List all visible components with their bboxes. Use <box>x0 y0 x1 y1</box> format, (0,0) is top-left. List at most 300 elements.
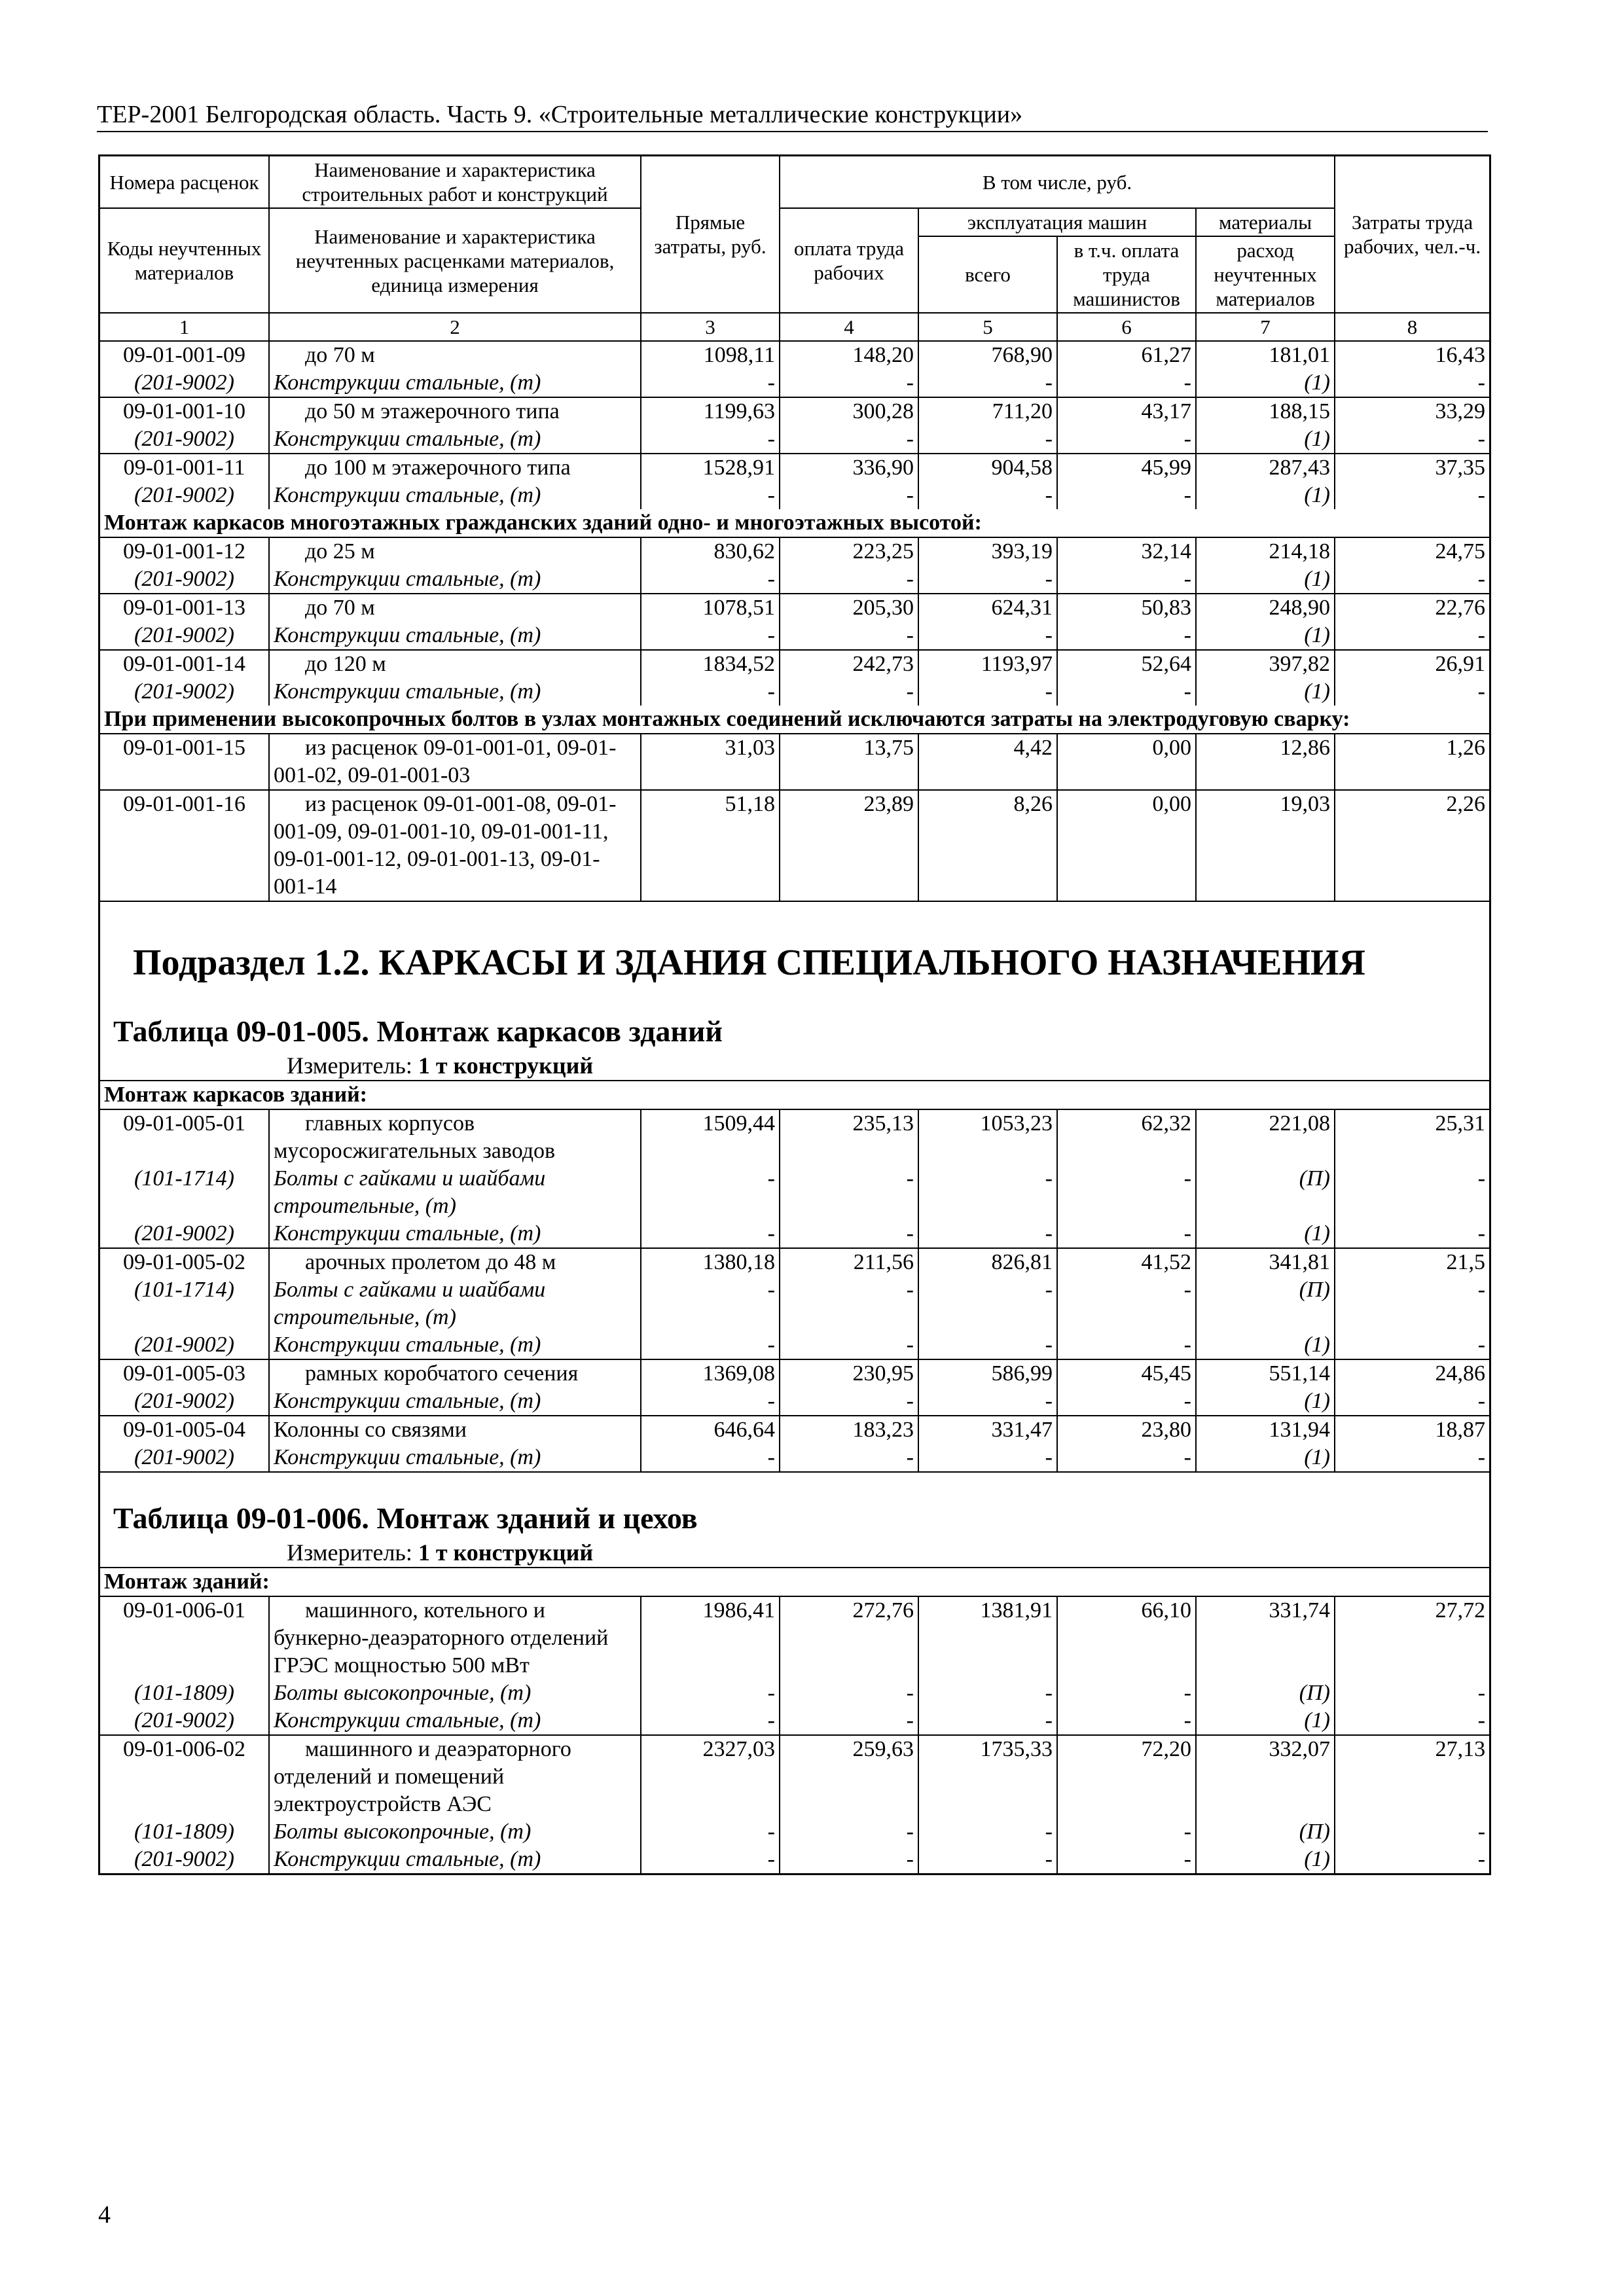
material-name: Конструкции стальные, (т) <box>269 678 641 706</box>
direct-costs: - <box>641 369 780 397</box>
direct-costs: 1078,51 <box>641 594 780 622</box>
work-name: до 50 м этажерочного типа <box>269 397 641 425</box>
rate-code: 09-01-001-14 <box>100 650 269 678</box>
material-name: Конструкции стальные, (т) <box>269 1331 641 1359</box>
machines-total: 711,20 <box>918 397 1057 425</box>
worker-pay: 23,89 <box>780 790 918 901</box>
material-row <box>100 622 1489 650</box>
table-005-measure <box>100 1051 1489 1080</box>
material-code: (101-1714) <box>134 1278 234 1302</box>
worker-pay: 183,23 <box>780 1416 918 1444</box>
direct-costs: - <box>641 1388 780 1416</box>
header-machines-total: всего <box>918 236 1057 313</box>
machines-total: - <box>918 1707 1057 1735</box>
direct-costs: - <box>641 565 780 594</box>
machinist-pay: 0,00 <box>1057 734 1196 790</box>
labor-hours: - <box>1335 1444 1489 1471</box>
header-num-7: 7 <box>1196 313 1335 341</box>
labor-hours: 25,31 <box>1335 1109 1489 1165</box>
materials-cost: (П) <box>1196 1679 1335 1707</box>
worker-pay: - <box>780 1707 918 1735</box>
machinist-pay: 61,27 <box>1057 342 1196 369</box>
material-row <box>100 1165 1489 1220</box>
direct-costs: 1528,91 <box>641 454 780 482</box>
machines-total: - <box>918 425 1057 454</box>
section-row <box>100 1081 1489 1109</box>
materials-cost: 214,18 <box>1196 537 1335 565</box>
machines-total: - <box>918 1444 1057 1471</box>
worker-pay: - <box>780 1220 918 1248</box>
machinist-pay: - <box>1057 1388 1196 1416</box>
header-num-6: 6 <box>1057 313 1196 341</box>
worker-pay: - <box>780 369 918 397</box>
direct-costs: - <box>641 1818 780 1846</box>
material-row <box>100 1388 1489 1416</box>
table-row <box>100 1109 1489 1165</box>
table-body-001 <box>100 342 1489 901</box>
materials-cost: 188,15 <box>1196 397 1335 425</box>
labor-hours: - <box>1335 1846 1489 1873</box>
work-name: до 100 м этажерочного типа <box>269 454 641 482</box>
worker-pay: - <box>780 1388 918 1416</box>
materials-cost: 181,01 <box>1196 342 1335 369</box>
materials-cost: (1) <box>1196 425 1335 454</box>
worker-pay: - <box>780 1165 918 1220</box>
labor-hours: 16,43 <box>1335 342 1489 369</box>
material-row <box>100 1679 1489 1707</box>
direct-costs: - <box>641 1444 780 1471</box>
header-machines: эксплуатация машин <box>918 208 1196 236</box>
machinist-pay: - <box>1057 1846 1196 1873</box>
materials-cost: (1) <box>1196 369 1335 397</box>
rate-code: 09-01-005-01 <box>100 1109 269 1165</box>
material-row <box>100 565 1489 594</box>
work-name: арочных пролетом до 48 м <box>269 1248 641 1276</box>
machinist-pay: - <box>1057 678 1196 706</box>
header-machinist-pay: в т.ч. оплата труда машинистов <box>1057 236 1196 313</box>
machinist-pay: 66,10 <box>1057 1596 1196 1679</box>
machinist-pay: 0,00 <box>1057 790 1196 901</box>
labor-hours: - <box>1335 565 1489 594</box>
machinist-pay: 45,99 <box>1057 454 1196 482</box>
machines-total: 1193,97 <box>918 650 1057 678</box>
materials-cost: (1) <box>1196 1388 1335 1416</box>
labor-hours: - <box>1335 1388 1489 1416</box>
direct-costs: 1834,52 <box>641 650 780 678</box>
direct-costs: - <box>641 1846 780 1873</box>
materials-cost: 19,03 <box>1196 790 1335 901</box>
direct-costs: - <box>641 1220 780 1248</box>
rates-sheet <box>98 154 1491 1875</box>
header-direct-costs: Прямые затраты, руб. <box>641 156 780 313</box>
machinist-pay: 72,20 <box>1057 1735 1196 1818</box>
worker-pay: - <box>780 1276 918 1331</box>
material-code: (101-1714) <box>134 1166 234 1191</box>
page-header: ТЕР-2001 Белгородская область. Часть 9. «Строительные металлические конструкции» <box>97 98 1488 132</box>
labor-hours: - <box>1335 1707 1489 1735</box>
worker-pay: - <box>780 1444 918 1471</box>
material-name: Конструкции стальные, (т) <box>269 622 641 650</box>
direct-costs: 31,03 <box>641 734 780 790</box>
labor-hours: 21,5 <box>1335 1248 1489 1276</box>
table-row <box>100 594 1489 622</box>
machinist-pay: - <box>1057 1220 1196 1248</box>
header-work-name: Наименование и характеристика строительных работ и конструкций <box>269 156 641 208</box>
worker-pay: 148,20 <box>780 342 918 369</box>
direct-costs: - <box>641 1679 780 1707</box>
labor-hours: 37,35 <box>1335 454 1489 482</box>
materials-cost: 332,07 <box>1196 1735 1335 1818</box>
material-code: (201-9002) <box>134 567 234 591</box>
machinist-pay: - <box>1057 369 1196 397</box>
material-code: (201-9002) <box>134 1389 234 1413</box>
rate-code: 09-01-005-03 <box>100 1359 269 1388</box>
machines-total: - <box>918 1388 1057 1416</box>
rate-code: 09-01-001-12 <box>100 537 269 565</box>
rate-code: 09-01-006-02 <box>100 1735 269 1818</box>
labor-hours: 33,29 <box>1335 397 1489 425</box>
material-code: (101-1809) <box>134 1820 234 1844</box>
table-row <box>100 397 1489 425</box>
machines-total: 1053,23 <box>918 1109 1057 1165</box>
work-name: из расценок 09-01-001-08, 09-01-001-09, 09-01-001-10, 09-01-001-11, 09-01-001-12, 09-01-001-13, 09-01-001-14 <box>269 790 641 901</box>
material-code: (201-9002) <box>134 1333 234 1357</box>
direct-costs: 2327,03 <box>641 1735 780 1818</box>
labor-hours: - <box>1335 1331 1489 1359</box>
labor-hours: 18,87 <box>1335 1416 1489 1444</box>
direct-costs: 1199,63 <box>641 397 780 425</box>
direct-costs: 1986,41 <box>641 1596 780 1679</box>
machinist-pay: - <box>1057 1707 1196 1735</box>
worker-pay: - <box>780 1331 918 1359</box>
direct-costs: - <box>641 1707 780 1735</box>
material-code: (201-9002) <box>134 679 234 704</box>
direct-costs: - <box>641 1165 780 1220</box>
materials-cost: (П) <box>1196 1165 1335 1220</box>
labor-hours: - <box>1335 369 1489 397</box>
rate-code: 09-01-001-09 <box>123 343 245 367</box>
table-row <box>100 454 1489 482</box>
material-code: (201-9002) <box>134 1847 234 1871</box>
worker-pay: 300,28 <box>780 397 918 425</box>
table-row <box>100 1359 1489 1388</box>
worker-pay: - <box>780 622 918 650</box>
machines-total: - <box>918 1679 1057 1707</box>
material-row <box>100 1220 1489 1248</box>
section-heading: Монтаж каркасов зданий: <box>104 1083 368 1107</box>
worker-pay: - <box>780 678 918 706</box>
labor-hours: 2,26 <box>1335 790 1489 901</box>
section-row <box>100 1568 1489 1596</box>
materials-cost: 397,82 <box>1196 650 1335 678</box>
labor-hours: - <box>1335 1276 1489 1331</box>
materials-cost: 12,86 <box>1196 734 1335 790</box>
table-006-measure <box>100 1538 1489 1567</box>
direct-costs: 1098,11 <box>641 342 780 369</box>
machines-total: 1735,33 <box>918 1735 1057 1818</box>
material-row <box>100 1707 1489 1735</box>
work-name: до 70 м <box>269 342 641 369</box>
machines-total: - <box>918 1220 1057 1248</box>
work-name: машинного, котельного и бункерно-деаэраторного отделений ГРЭС мощностью 500 мВт <box>269 1596 641 1679</box>
machines-total: - <box>918 482 1057 509</box>
section-row <box>100 706 1489 734</box>
material-row <box>100 369 1489 397</box>
table-row <box>100 790 1489 901</box>
material-row <box>100 482 1489 509</box>
table-row <box>100 342 1489 369</box>
worker-pay: 259,63 <box>780 1735 918 1818</box>
work-name: из расценок 09-01-001-01, 09-01-001-02, 09-01-001-03 <box>269 734 641 790</box>
worker-pay: 13,75 <box>780 734 918 790</box>
material-code: (201-9002) <box>134 1708 234 1732</box>
work-name: главных корпусов мусоросжигательных заводов <box>269 1109 641 1165</box>
material-code: (201-9002) <box>134 427 234 451</box>
labor-hours: - <box>1335 678 1489 706</box>
header-num-4: 4 <box>780 313 918 341</box>
worker-pay: - <box>780 1679 918 1707</box>
header-num-3: 3 <box>641 313 780 341</box>
material-code: (201-9002) <box>134 1221 234 1246</box>
material-row <box>100 678 1489 706</box>
machinist-pay: 45,45 <box>1057 1359 1196 1388</box>
table-header <box>100 156 1489 342</box>
table-row <box>100 537 1489 565</box>
header-worker-pay: оплата труда рабочих <box>780 208 918 313</box>
worker-pay: - <box>780 565 918 594</box>
machines-total: 826,81 <box>918 1248 1057 1276</box>
measure-value: 1 т конструкций <box>418 1052 594 1079</box>
work-name: машинного и деаэраторного отделений и помещений электроустройств АЭС <box>269 1735 641 1818</box>
table-row <box>100 1416 1489 1444</box>
machines-total: - <box>918 622 1057 650</box>
header-materials: материалы <box>1196 208 1335 236</box>
table-row <box>100 1735 1489 1818</box>
header-num-5: 5 <box>918 313 1057 341</box>
material-name: Конструкции стальные, (т) <box>269 565 641 594</box>
material-code: (201-9002) <box>134 1445 234 1469</box>
machinist-pay: - <box>1057 1165 1196 1220</box>
machines-total: - <box>918 1818 1057 1846</box>
materials-cost: (1) <box>1196 1846 1335 1873</box>
direct-costs: - <box>641 1276 780 1331</box>
measure-label: Измеритель: <box>287 1539 412 1566</box>
material-name: Конструкции стальные, (т) <box>269 1220 641 1248</box>
measure-label: Измеритель: <box>287 1052 412 1079</box>
materials-cost: (1) <box>1196 1220 1335 1248</box>
worker-pay: 211,56 <box>780 1248 918 1276</box>
machines-total: - <box>918 1165 1057 1220</box>
table-row <box>100 1596 1489 1679</box>
materials-cost: (1) <box>1196 565 1335 594</box>
machinist-pay: 23,80 <box>1057 1416 1196 1444</box>
material-code: (201-9002) <box>134 370 234 395</box>
machines-total: - <box>918 1331 1057 1359</box>
material-name: Конструкции стальные, (т) <box>269 482 641 509</box>
machines-total: 331,47 <box>918 1416 1057 1444</box>
materials-cost: (1) <box>1196 1331 1335 1359</box>
material-name: Болты высокопрочные, (т) <box>269 1679 641 1707</box>
material-name: Болты высокопрочные, (т) <box>269 1818 641 1846</box>
section-heading: Монтаж каркасов многоэтажных гражданских зданий одно- и многоэтажных высотой: <box>104 511 982 535</box>
header-material-codes: Коды неучтенных материалов <box>100 208 269 313</box>
table-body-006 <box>100 1567 1489 1873</box>
direct-costs: - <box>641 678 780 706</box>
rate-code: 09-01-005-02 <box>100 1248 269 1276</box>
materials-cost: (П) <box>1196 1818 1335 1846</box>
material-row <box>100 1444 1489 1471</box>
direct-costs: - <box>641 622 780 650</box>
direct-costs: 51,18 <box>641 790 780 901</box>
section-heading: Монтаж зданий: <box>104 1570 270 1594</box>
materials-cost: 131,94 <box>1196 1416 1335 1444</box>
labor-hours: 1,26 <box>1335 734 1489 790</box>
machinist-pay: - <box>1057 1276 1196 1331</box>
labor-hours: - <box>1335 482 1489 509</box>
material-name: Конструкции стальные, (т) <box>269 369 641 397</box>
materials-cost: (1) <box>1196 622 1335 650</box>
section-heading: При применении высокопрочных болтов в узлах монтажных соединений исключаются затраты на электродуговую сварку: <box>104 707 1350 731</box>
material-row <box>100 1846 1489 1873</box>
direct-costs: 1509,44 <box>641 1109 780 1165</box>
materials-cost: (1) <box>1196 1707 1335 1735</box>
machinist-pay: 62,32 <box>1057 1109 1196 1165</box>
labor-hours: - <box>1335 425 1489 454</box>
material-name: Конструкции стальные, (т) <box>269 1846 641 1873</box>
work-name: до 120 м <box>269 650 641 678</box>
table-006-title: Таблица 09-01-006. Монтаж зданий и цехов <box>100 1471 1489 1538</box>
labor-hours: 24,86 <box>1335 1359 1489 1388</box>
machines-total: - <box>918 369 1057 397</box>
machines-total: - <box>918 565 1057 594</box>
work-name: рамных коробчатого сечения <box>269 1359 641 1388</box>
machinist-pay: 50,83 <box>1057 594 1196 622</box>
direct-costs: - <box>641 1331 780 1359</box>
labor-hours: - <box>1335 1165 1489 1220</box>
direct-costs: 1380,18 <box>641 1248 780 1276</box>
materials-cost: (1) <box>1196 678 1335 706</box>
worker-pay: 336,90 <box>780 454 918 482</box>
page-number: 4 <box>98 2201 111 2229</box>
material-row <box>100 1276 1489 1331</box>
machines-total: 393,19 <box>918 537 1057 565</box>
machines-total: 768,90 <box>918 342 1057 369</box>
labor-hours: - <box>1335 1679 1489 1707</box>
materials-cost: (1) <box>1196 482 1335 509</box>
material-name: Конструкции стальные, (т) <box>269 1707 641 1735</box>
work-name: до 70 м <box>269 594 641 622</box>
worker-pay: 230,95 <box>780 1359 918 1388</box>
table-row <box>100 650 1489 678</box>
materials-cost: (1) <box>1196 1444 1335 1471</box>
direct-costs: 646,64 <box>641 1416 780 1444</box>
machines-total: - <box>918 678 1057 706</box>
machinist-pay: - <box>1057 1444 1196 1471</box>
material-row <box>100 425 1489 454</box>
machinist-pay: 32,14 <box>1057 537 1196 565</box>
worker-pay: 242,73 <box>780 650 918 678</box>
machines-total: 586,99 <box>918 1359 1057 1388</box>
worker-pay: - <box>780 425 918 454</box>
worker-pay: 235,13 <box>780 1109 918 1165</box>
machinist-pay: 41,52 <box>1057 1248 1196 1276</box>
machines-total: 904,58 <box>918 454 1057 482</box>
labor-hours: 22,76 <box>1335 594 1489 622</box>
header-num-1: 1 <box>100 313 269 341</box>
rate-code: 09-01-001-11 <box>100 454 269 482</box>
subsection-title: Подраздел 1.2. КАРКАСЫ И ЗДАНИЯ СПЕЦИАЛЬНОГО НАЗНАЧЕНИЯ <box>100 901 1489 986</box>
materials-cost: (П) <box>1196 1276 1335 1331</box>
direct-costs: 830,62 <box>641 537 780 565</box>
worker-pay: - <box>780 1818 918 1846</box>
rate-code: 09-01-001-10 <box>100 397 269 425</box>
material-row <box>100 1331 1489 1359</box>
material-name: Конструкции стальные, (т) <box>269 425 641 454</box>
work-name: до 25 м <box>269 537 641 565</box>
machinist-pay: - <box>1057 1818 1196 1846</box>
labor-hours: 27,13 <box>1335 1735 1489 1818</box>
rate-code: 09-01-001-15 <box>100 734 269 790</box>
materials-cost: 331,74 <box>1196 1596 1335 1679</box>
header-num-8: 8 <box>1335 313 1489 341</box>
materials-cost: 221,08 <box>1196 1109 1335 1165</box>
machinist-pay: - <box>1057 622 1196 650</box>
material-name: Болты с гайками и шайбами строительные, (т) <box>269 1165 641 1220</box>
machines-total: 624,31 <box>918 594 1057 622</box>
measure-value: 1 т конструкций <box>418 1539 594 1566</box>
rate-code: 09-01-001-16 <box>100 790 269 901</box>
direct-costs: - <box>641 482 780 509</box>
machines-total: - <box>918 1276 1057 1331</box>
header-material-names: Наименование и характеристика неучтенных расценками материалов, единица измерения <box>269 208 641 313</box>
materials-cost: 287,43 <box>1196 454 1335 482</box>
machines-total: 8,26 <box>918 790 1057 901</box>
machinist-pay: - <box>1057 425 1196 454</box>
header-rate-number: Номера расценок <box>100 156 269 208</box>
header-including: В том числе, руб. <box>780 156 1335 208</box>
machinist-pay: - <box>1057 1679 1196 1707</box>
work-name: Колонны со связями <box>269 1416 641 1444</box>
labor-hours: 27,72 <box>1335 1596 1489 1679</box>
materials-cost: 248,90 <box>1196 594 1335 622</box>
rate-code: 09-01-005-04 <box>100 1416 269 1444</box>
worker-pay: - <box>780 482 918 509</box>
table-row <box>100 1248 1489 1276</box>
material-code: (101-1809) <box>134 1681 234 1705</box>
direct-costs: 1369,08 <box>641 1359 780 1388</box>
material-name: Конструкции стальные, (т) <box>269 1444 641 1471</box>
materials-cost: 341,81 <box>1196 1248 1335 1276</box>
table-005-title: Таблица 09-01-005. Монтаж каркасов зданий <box>113 1014 723 1048</box>
labor-hours: - <box>1335 1220 1489 1248</box>
machinist-pay: 43,17 <box>1057 397 1196 425</box>
rate-code: 09-01-001-13 <box>100 594 269 622</box>
labor-hours: - <box>1335 1818 1489 1846</box>
materials-cost: 551,14 <box>1196 1359 1335 1388</box>
worker-pay: - <box>780 1846 918 1873</box>
section-row <box>100 509 1489 537</box>
header-num-2: 2 <box>269 313 641 341</box>
material-code: (201-9002) <box>134 623 234 647</box>
material-name: Болты с гайками и шайбами строительные, (т) <box>269 1276 641 1331</box>
material-code: (201-9002) <box>134 483 234 507</box>
table-body-005 <box>100 1080 1489 1471</box>
labor-hours: 26,91 <box>1335 650 1489 678</box>
worker-pay: 205,30 <box>780 594 918 622</box>
machines-total: 4,42 <box>918 734 1057 790</box>
machinist-pay: - <box>1057 482 1196 509</box>
worker-pay: 223,25 <box>780 537 918 565</box>
